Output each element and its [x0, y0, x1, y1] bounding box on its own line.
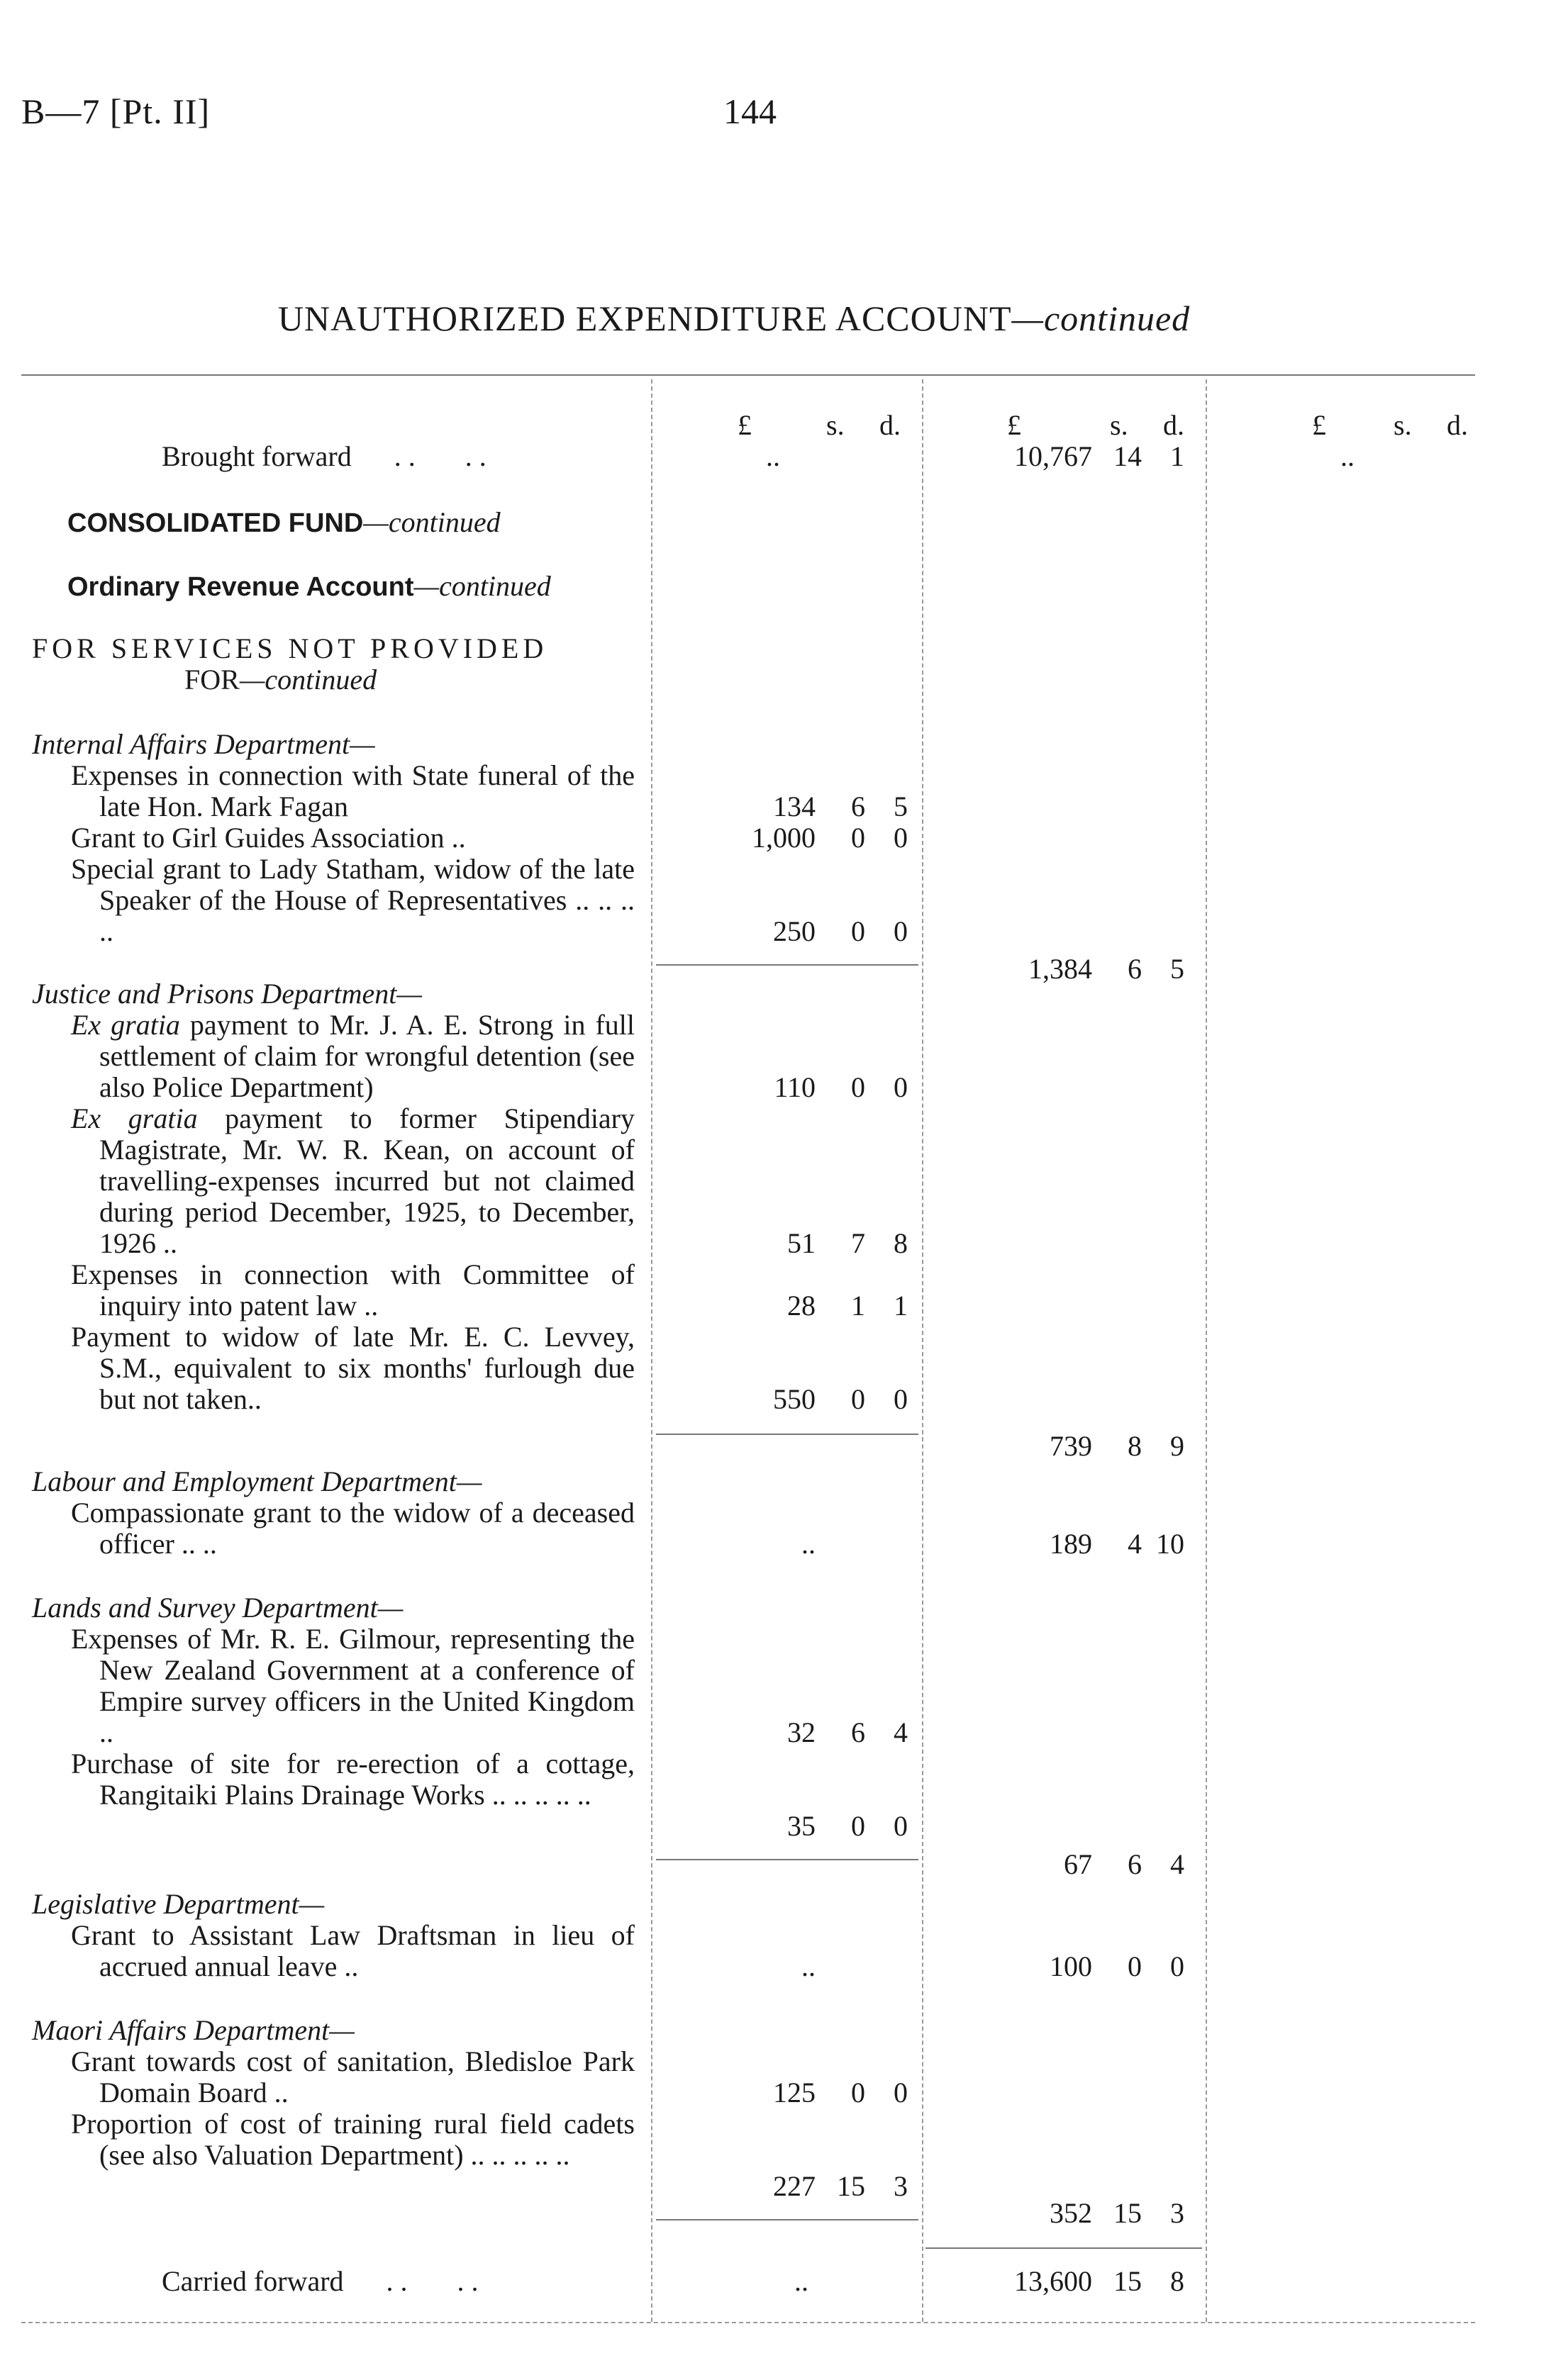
justice-total-pounds: 739 [1050, 1430, 1092, 1462]
brought-forward-col1: .. [766, 440, 780, 472]
legislative-item-1: Grant to Assistant Law Draftsman in lieu of accrued annual leave .. [71, 1919, 635, 1982]
justice-total-pence: 9 [1170, 1430, 1184, 1462]
maori-total-pounds: 352 [1050, 2197, 1092, 2229]
internal-item-2-shillings: 0 [851, 822, 865, 854]
lands-heading: Lands and Survey Department— [32, 1592, 404, 1624]
fund-heading: CONSOLIDATED FUND—continued [67, 506, 501, 538]
internal-total-pounds: 1,384 [1028, 953, 1092, 985]
justice-item-3-pence: 1 [894, 1290, 908, 1322]
justice-item-4-shillings: 0 [851, 1383, 865, 1415]
internal-affairs-heading: Internal Affairs Department— [32, 728, 375, 760]
col2-pence-header: d. [1163, 409, 1184, 441]
account-heading: Ordinary Revenue Account—continued [67, 570, 551, 602]
carried-forward-rule [925, 2247, 1202, 2249]
justice-item-4: Payment to widow of late Mr. E. C. Levvey, S.M., equivalent to six months' furlough due but not taken.. [71, 1321, 635, 1415]
labour-heading: Labour and Employment Department— [32, 1465, 482, 1497]
lands-item-1-pence: 4 [894, 1716, 908, 1748]
lands-item-1: Expenses of Mr. R. E. Gilmour, representing the New Zealand Government at a conference of Empire survey officers in the United Kingdom .. [71, 1623, 635, 1748]
brought-forward-col3: .. [1340, 440, 1355, 472]
services-heading-line1: FOR SERVICES NOT PROVIDED [32, 632, 548, 664]
maori-heading: Maori Affairs Department— [32, 2014, 355, 2046]
table-bottom-rule [21, 2322, 1475, 2323]
brought-forward-pounds: 10,767 [1014, 440, 1092, 472]
col3-pound-header: £ [1312, 409, 1326, 441]
legislative-total-shillings: 0 [1128, 1950, 1142, 1982]
internal-total-shillings: 6 [1128, 953, 1142, 985]
lands-subtotal-rule [656, 1859, 918, 1860]
maori-item-2-pence: 3 [894, 2170, 908, 2202]
justice-item-3: Expenses in connection with Committee of inquiry into patent law .. [71, 1258, 635, 1322]
internal-item-2-pounds: 1,000 [752, 822, 816, 854]
table-top-rule [21, 374, 1475, 376]
carried-forward-label: Carried forward .. .. [162, 2265, 486, 2297]
labour-item-1: Compassionate grant to the widow of a deceased officer .. .. [71, 1497, 635, 1560]
carried-forward-pence: 8 [1170, 2265, 1184, 2297]
internal-item-3: Special grant to Lady Statham, widow of the late Speaker of the House of Representatives .. .. .. .. [71, 853, 635, 947]
maori-item-1-shillings: 0 [851, 2077, 865, 2108]
lands-item-2-pence: 0 [894, 1810, 908, 1842]
labour-total-pounds: 189 [1050, 1528, 1092, 1560]
column-divider-3 [1206, 379, 1207, 2322]
lands-item-2-pounds: 35 [787, 1810, 816, 1842]
carried-forward-col1: .. [794, 2265, 808, 2297]
legislative-total-pence: 0 [1170, 1950, 1184, 1982]
lands-item-2-shillings: 0 [851, 1810, 865, 1842]
lands-total-pounds: 67 [1064, 1848, 1092, 1880]
maori-subtotal-rule [656, 2219, 918, 2220]
page-reference: B—7 [Pt. II] [21, 91, 211, 131]
labour-total-shillings: 4 [1128, 1528, 1142, 1560]
justice-heading: Justice and Prisons Department— [32, 978, 422, 1010]
internal-item-1-pence: 5 [894, 790, 908, 822]
justice-item-1: Ex gratia payment to Mr. J. A. E. Strong in full settlement of claim for wrongful detention (see also Police Department) [71, 1009, 635, 1103]
internal-total-pence: 5 [1170, 953, 1184, 985]
lands-total-pence: 4 [1170, 1848, 1184, 1880]
column-divider-2 [922, 379, 923, 2322]
col2-shilling-header: s. [1110, 409, 1128, 441]
legislative-heading: Legislative Department— [32, 1888, 325, 1920]
page-number: 144 [723, 91, 777, 131]
brought-forward-shillings: 14 [1113, 440, 1142, 472]
brought-forward-pence: 1 [1170, 440, 1184, 472]
justice-item-2-shillings: 7 [851, 1227, 865, 1259]
justice-item-4-pence: 0 [894, 1383, 908, 1415]
justice-subtotal-rule [656, 1434, 918, 1435]
justice-item-2-pence: 8 [894, 1227, 908, 1259]
justice-item-3-pounds: 28 [787, 1290, 816, 1322]
col2-pound-header: £ [1007, 409, 1021, 441]
internal-item-1-shillings: 6 [851, 790, 865, 822]
carried-forward-pounds: 13,600 [1014, 2265, 1092, 2297]
lands-item-1-pounds: 32 [787, 1716, 816, 1748]
maori-item-2: Proportion of cost of training rural field cadets (see also Valuation Department) .. .. .. .. .. [71, 2108, 635, 2171]
lands-total-shillings: 6 [1128, 1848, 1142, 1880]
internal-item-2: Grant to Girl Guides Association .. [71, 822, 466, 854]
internal-item-1-pounds: 134 [773, 790, 816, 822]
maori-total-shillings: 15 [1113, 2197, 1142, 2229]
internal-item-3-pounds: 250 [773, 915, 816, 947]
maori-item-1-pounds: 125 [773, 2077, 816, 2108]
justice-total-shillings: 8 [1128, 1430, 1142, 1462]
maori-item-1: Grant towards cost of sanitation, Bledisloe Park Domain Board .. [71, 2045, 635, 2108]
maori-item-2-shillings: 15 [837, 2170, 865, 2202]
maori-item-1-pence: 0 [894, 2077, 908, 2108]
maori-total-pence: 3 [1170, 2197, 1184, 2229]
lands-item-2: Purchase of site for re-erection of a cottage, Rangitaiki Plains Drainage Works .. .. .. .. .. [71, 1748, 635, 1811]
col1-shilling-header: s. [826, 409, 845, 441]
lands-item-1-shillings: 6 [851, 1716, 865, 1748]
justice-item-2: Ex gratia payment to former Stipendiary Magistrate, Mr. W. R. Kean, on account of travelling-expenses incurred but not claimed during period December, 1925, to December, 1926 .. [71, 1102, 635, 1259]
col1-pound-header: £ [738, 409, 752, 441]
title-main: UNAUTHORIZED EXPENDITURE ACCOUNT [277, 298, 1012, 338]
justice-item-1-pence: 0 [894, 1071, 908, 1103]
legislative-total-pounds: 100 [1050, 1950, 1092, 1982]
title-suffix: —continued [1011, 298, 1191, 338]
legislative-item-1-pounds: .. [801, 1950, 816, 1982]
justice-item-1-shillings: 0 [851, 1071, 865, 1103]
justice-item-2-pounds: 51 [787, 1227, 816, 1259]
justice-item-1-pounds: 110 [774, 1071, 816, 1103]
brought-forward-label: Brought forward .. .. [162, 440, 494, 472]
page-title [0, 298, 1468, 339]
internal-item-1: Expenses in connection with State funeral of the late Hon. Mark Fagan [71, 759, 635, 822]
labour-total-pence: 10 [1156, 1528, 1184, 1560]
internal-item-2-pence: 0 [894, 822, 908, 854]
justice-item-3-shillings: 1 [851, 1290, 865, 1322]
internal-item-3-shillings: 0 [851, 915, 865, 947]
justice-item-4-pounds: 550 [773, 1383, 816, 1415]
maori-item-2-pounds: 227 [773, 2170, 816, 2202]
services-heading-line2: FOR—continued [184, 664, 377, 695]
col1-pence-header: d. [879, 409, 901, 441]
labour-item-1-pounds: .. [801, 1528, 816, 1560]
col3-shilling-header: s. [1394, 409, 1412, 441]
internal-subtotal-rule [656, 964, 918, 966]
carried-forward-shillings: 15 [1113, 2265, 1142, 2297]
col3-pence-header: d. [1447, 409, 1468, 441]
column-divider-1 [651, 379, 652, 2322]
internal-item-3-pence: 0 [894, 915, 908, 947]
